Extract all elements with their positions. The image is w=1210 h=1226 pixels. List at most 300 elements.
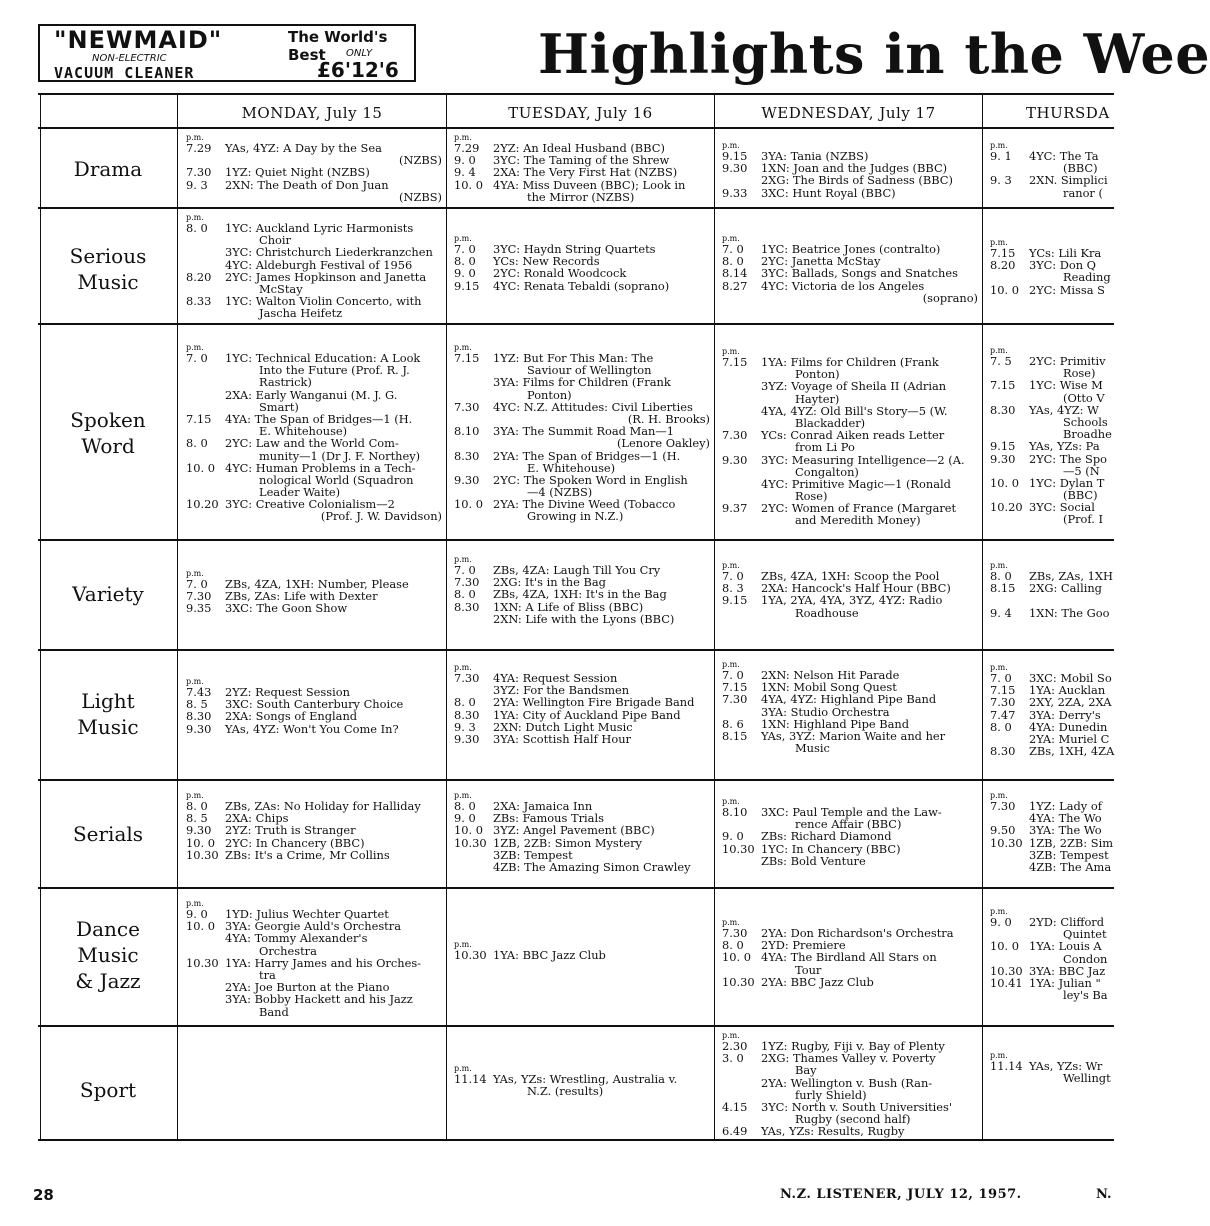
category-label-line: Serials xyxy=(72,822,144,846)
listing-time: 9. 0 xyxy=(990,915,1012,929)
listing-text: from Li Po xyxy=(795,440,855,455)
listing-text: 4YA: Tommy Alexander's xyxy=(225,931,368,946)
listing-line xyxy=(454,166,710,178)
listing-text: (BBC) xyxy=(1063,488,1098,503)
listing-text: 2YC: Law and the World Com- xyxy=(225,436,399,451)
listing-text: Saviour of Wellington xyxy=(527,363,652,378)
listing-text: 2YC: The Spoken Word in English xyxy=(493,472,688,487)
listing-line xyxy=(722,964,978,976)
category-label-line: Sport xyxy=(79,1078,137,1102)
listing-text: 1YC: Technical Education: A Look xyxy=(225,351,421,365)
listing-line xyxy=(186,1006,442,1018)
listing-text: 3YZ: Voyage of Sheila II (Adrian xyxy=(761,379,947,394)
listing-text: 2YC: James Hopkinson and Janetta xyxy=(225,269,427,284)
listing-text: 2XG: Thames Valley v. Poverty xyxy=(761,1051,936,1066)
listing-text: 3YA: The Summit Road Man—1 xyxy=(493,424,675,439)
listing-text: N.Z. (results) xyxy=(527,1084,604,1099)
listing-time: 7.30 xyxy=(454,671,480,685)
listing-time: 8.14 xyxy=(722,266,748,281)
listing-text: 2YA: BBC Jazz Club xyxy=(761,974,874,989)
rule-top xyxy=(38,93,1114,95)
listing-time: 8.27 xyxy=(722,278,748,293)
listing-drama-tuesday xyxy=(454,133,710,203)
listing-text: 4YA, 4YZ: Old Bill's Story—5 (W. xyxy=(761,403,948,418)
listing-text: 2XG: Calling xyxy=(1029,581,1102,596)
listing-time: 8. 0 xyxy=(722,254,744,269)
listing-line xyxy=(722,441,978,453)
listing-spoken-thursday xyxy=(990,346,1120,526)
listing-line xyxy=(990,440,1120,452)
listing-time: 10.30 xyxy=(990,963,1023,978)
listing-text: 2YA: Wellington v. Bush (Ran- xyxy=(761,1075,933,1090)
pm-marker: p.m. xyxy=(990,791,1008,800)
listing-serials-thursday xyxy=(990,791,1120,873)
day-header-thursday: THURSDA xyxy=(1026,104,1110,122)
listing-text: 2XY, 2ZA, 2XA xyxy=(1029,695,1112,710)
listing-text: 1YC: Beatrice Jones (contralto) xyxy=(761,242,941,256)
listing-text: 2YC: Missa S xyxy=(1029,282,1105,297)
listing-text: Leader Waite) xyxy=(259,485,341,500)
listing-time: 9.30 xyxy=(186,823,212,838)
listing-time: 8. 6 xyxy=(722,716,744,731)
page-number: 28 xyxy=(33,1186,54,1204)
listing-line xyxy=(990,594,1120,606)
listing-text: Schools xyxy=(1063,414,1108,429)
listing-line xyxy=(454,267,710,279)
listing-line xyxy=(990,271,1120,283)
category-label-line: Variety xyxy=(72,582,144,606)
listing-line xyxy=(722,706,978,718)
listing-text: 2YA: Muriel C xyxy=(1029,731,1110,746)
listing-text: ZBs, 4ZA, 1XH: Number, Please xyxy=(225,577,409,591)
listing-text: 2XN. Simplici xyxy=(1029,173,1108,188)
listing-line xyxy=(186,837,442,849)
listing-text: 4YC: Victoria de los Angeles xyxy=(761,278,925,293)
listing-line xyxy=(186,723,442,735)
listing-text: YAs, YZs: Results, Rugby xyxy=(761,1124,905,1139)
listing-line xyxy=(990,392,1120,404)
listing-spoken-wednesday xyxy=(722,347,978,527)
rule-col xyxy=(982,93,983,1141)
listing-text: Ponton) xyxy=(795,367,840,382)
rule-col xyxy=(177,93,178,1141)
pm-marker: p.m. xyxy=(722,561,740,570)
listing-time: 7.43 xyxy=(186,685,212,699)
listing-line xyxy=(722,693,978,705)
listing-line xyxy=(454,510,710,522)
pm-marker: p.m. xyxy=(990,346,1008,355)
listing-line xyxy=(722,843,978,855)
listing-text: E. Whitehouse) xyxy=(527,460,616,475)
listing-line xyxy=(186,710,442,722)
listing-text: YAs, 4YZ: Won't You Come In? xyxy=(225,721,399,736)
ad-price: £6'12'6 xyxy=(317,58,399,82)
listing-text: 3YA: Bobby Hackett and his Jazz xyxy=(225,992,413,1007)
listing-text: 2YA: The Divine Weed (Tobacco xyxy=(493,497,676,512)
listing-text: 1YC: In Chancery (BBC) xyxy=(761,841,901,856)
listing-text: 3YA: BBC Jaz xyxy=(1029,963,1106,978)
listing-time: 10. 0 xyxy=(722,950,751,965)
listing-text: Ponton) xyxy=(527,387,572,402)
listing-text: 1XN: Mobil Song Quest xyxy=(761,680,897,695)
listing-time: 8.30 xyxy=(454,599,480,614)
listing-time: 8.10 xyxy=(454,424,480,439)
category-serious-music xyxy=(40,243,176,295)
rule-col xyxy=(714,93,715,1141)
listing-text: 3YC: Creative Colonialism—2 xyxy=(225,497,395,512)
listing-line xyxy=(990,940,1120,952)
listing-line xyxy=(186,259,442,271)
listing-line xyxy=(186,166,442,178)
listing-line xyxy=(186,179,442,191)
listing-time: 9.30 xyxy=(722,452,748,467)
rule-col xyxy=(446,93,447,1141)
listing-time: 10. 0 xyxy=(186,919,215,934)
listing-line xyxy=(722,976,978,988)
listing-text: 4YA, 4YZ: Highland Pipe Band xyxy=(761,692,937,707)
listing-line xyxy=(454,733,710,745)
listing-line xyxy=(186,389,442,401)
listing-time: 8. 0 xyxy=(990,569,1012,583)
listing-time: 7. 0 xyxy=(722,242,744,256)
listing-line xyxy=(722,292,978,304)
pm-marker: p.m. xyxy=(722,660,740,669)
pm-marker: p.m. xyxy=(454,663,472,672)
listing-serials-tuesday xyxy=(454,791,710,873)
listing-text: Reading xyxy=(1063,270,1111,285)
page-headline: Highlights in the Wee xyxy=(538,22,1210,86)
listing-line xyxy=(990,861,1120,873)
listing-time: 9.15 xyxy=(990,439,1016,454)
listing-time: 9.30 xyxy=(186,721,212,736)
listing-text: 2YD: Premiere xyxy=(761,938,846,953)
listing-text: 4YC: Aldeburgh Festival of 1956 xyxy=(225,257,413,272)
listing-time: 8. 0 xyxy=(186,221,208,235)
listing-text: Condon xyxy=(1063,951,1108,966)
newmaid-advertisement xyxy=(38,24,416,82)
listing-text: 3YA: Studio Orchestra xyxy=(761,704,890,719)
listing-text: (R. H. Brooks) xyxy=(627,411,710,426)
listing-text: YAs, 3YZ: Marion Waite and her xyxy=(761,728,946,743)
listing-text: (Prof. J. W. Davidson) xyxy=(320,509,442,524)
listing-line xyxy=(990,477,1120,489)
listing-time: 10. 0 xyxy=(990,475,1019,490)
listing-text: 1XN: Joan and the Judges (BBC) xyxy=(761,161,948,176)
listing-text: ZBs, 4ZA, 1XH: Scoop the Pool xyxy=(761,569,940,583)
listing-text: 2XG: It's in the Bag xyxy=(493,575,606,590)
listing-time: 7. 0 xyxy=(722,569,744,583)
listing-text: 1YA, 2YA, 4YA, 3YZ, 4YZ: Radio xyxy=(761,593,943,608)
listing-time: 7. 0 xyxy=(454,563,476,577)
listing-text: Orchestra xyxy=(259,943,317,958)
listing-text: 3YZ: Angel Pavement (BBC) xyxy=(493,823,655,838)
listing-time: 8.30 xyxy=(186,709,212,724)
listing-text: 2YZ: Request Session xyxy=(225,685,350,699)
listing-time: 8.30 xyxy=(454,707,480,722)
listing-line xyxy=(186,510,442,522)
pm-marker: p.m. xyxy=(186,791,204,800)
listing-text: 3YC: Measuring Intelligence—2 (A. xyxy=(761,452,965,467)
listing-text: 4YC: Primitive Magic—1 (Ronald xyxy=(761,476,951,491)
category-label-line: Drama xyxy=(73,157,143,181)
listing-text: Rose) xyxy=(1063,366,1096,381)
listing-line xyxy=(722,514,978,526)
listing-line xyxy=(186,957,442,969)
rule-row xyxy=(38,323,1114,325)
listing-text: 2YZ: Truth is Stranger xyxy=(225,823,356,838)
listing-time: 7.15 xyxy=(990,378,1016,393)
listing-line xyxy=(186,945,442,957)
listing-line xyxy=(722,1052,978,1064)
listing-text: Growing in N.Z.) xyxy=(527,509,624,524)
listing-time: 7.15 xyxy=(722,355,748,369)
listing-text: 3XC: The Goon Show xyxy=(225,601,348,616)
listing-time: 7. 0 xyxy=(454,242,476,256)
listing-text: 4YA: The Birdland All Stars on xyxy=(761,950,937,965)
listing-variety-tuesday xyxy=(454,555,710,625)
pm-marker: p.m. xyxy=(454,1064,472,1073)
listing-time: 8. 0 xyxy=(186,436,208,451)
listing-text: 2YC: Janetta McStay xyxy=(761,254,881,269)
listing-line xyxy=(454,179,710,191)
category-drama xyxy=(40,156,176,182)
listing-text: ZBs: Richard Diamond xyxy=(761,829,892,844)
rule-row xyxy=(38,649,1114,651)
listing-text: 1YA: Aucklan xyxy=(1029,683,1106,698)
listing-dance-thursday xyxy=(990,907,1120,1001)
listing-line xyxy=(454,389,710,401)
listing-text: ZBs: Famous Trials xyxy=(493,811,604,826)
listing-text: 3XC: Paul Temple and the Law- xyxy=(761,805,942,819)
listing-text: 1YC: Wise M xyxy=(1029,378,1103,393)
listing-spoken-monday xyxy=(186,343,442,523)
listing-text: 1XN: The Goo xyxy=(1029,605,1110,620)
listing-time: 9.15 xyxy=(722,149,748,163)
listing-text: 1YA: City of Auckland Pipe Band xyxy=(493,707,681,722)
listing-line xyxy=(454,613,710,625)
listing-text: 2YC: In Chancery (BBC) xyxy=(225,835,365,850)
listing-line xyxy=(990,453,1120,465)
listing-variety-wednesday xyxy=(722,561,978,619)
listing-line xyxy=(722,594,978,606)
listing-text: 4YA: The Wo xyxy=(1029,811,1102,826)
listing-time: 8.33 xyxy=(186,294,212,309)
category-sport xyxy=(40,1077,176,1103)
listing-time: 2.30 xyxy=(722,1039,748,1053)
listing-line xyxy=(990,989,1120,1001)
listing-text: 2XN: Nelson Hit Parade xyxy=(761,668,900,682)
category-variety xyxy=(40,581,176,607)
pm-marker: p.m. xyxy=(990,141,1008,150)
listing-text: Into the Future (Prof. R. J. xyxy=(259,363,410,378)
listing-text: 2YA: Joe Burton at the Piano xyxy=(225,980,390,995)
listing-serials-monday xyxy=(186,791,442,861)
listing-text: (BBC) xyxy=(1063,161,1098,176)
listing-text: 2XA: The Very First Hat (NZBS) xyxy=(493,165,678,180)
listing-light-wednesday xyxy=(722,660,978,754)
listing-line xyxy=(990,150,1120,162)
listing-text: 2YD: Clifford xyxy=(1029,915,1105,929)
listing-text: 4YC: N.Z. Attitudes: Civil Liberties xyxy=(493,399,693,414)
pm-marker: p.m. xyxy=(722,918,740,927)
listing-line xyxy=(722,742,978,754)
listing-time: 9.35 xyxy=(186,601,212,616)
listing-time: 9. 3 xyxy=(186,177,208,192)
listing-line xyxy=(186,222,442,234)
day-header-wednesday: WEDNESDAY, July 17 xyxy=(761,104,936,122)
listing-text: 2XN: Life with the Lyons (BBC) xyxy=(493,611,675,626)
listing-text: the Mirror (NZBS) xyxy=(527,189,635,204)
listing-text: 3YA: Tania (NZBS) xyxy=(761,149,869,163)
listing-text: ZBs, 1XH, 4ZA xyxy=(1029,744,1115,759)
listing-time: 8.30 xyxy=(990,744,1016,759)
listing-text: 4YA: Miss Duveen (BBC); Look in xyxy=(493,177,686,192)
category-light-music xyxy=(40,688,176,740)
listing-time: 7.30 xyxy=(990,695,1016,710)
listing-line xyxy=(990,837,1120,849)
listing-text: ZBs: Bold Venture xyxy=(761,853,866,868)
listing-text: Jascha Heifetz xyxy=(259,306,343,321)
listing-line xyxy=(722,830,978,842)
pm-marker: p.m. xyxy=(454,234,472,243)
listing-line xyxy=(186,271,442,283)
listing-line xyxy=(722,356,978,368)
listing-text: 2YA: Wellington Fire Brigade Band xyxy=(493,695,695,710)
listing-text: 2XA: Hancock's Half Hour (BBC) xyxy=(761,581,951,596)
listing-time: 8.30 xyxy=(990,402,1016,417)
listing-variety-monday xyxy=(186,569,442,615)
pm-marker: p.m. xyxy=(990,907,1008,916)
listing-text: YCs: Conrad Aiken reads Letter xyxy=(761,428,945,443)
listing-text: Hayter) xyxy=(795,391,840,406)
listing-line xyxy=(186,849,442,861)
listing-text: 3YC: Haydn String Quartets xyxy=(493,242,656,256)
listing-text: Tour xyxy=(795,962,822,977)
listing-light-tuesday xyxy=(454,663,710,745)
listing-text: 2XG: The Birds of Sadness (BBC) xyxy=(761,173,953,188)
listing-time: 7.30 xyxy=(186,589,212,604)
category-label-line: Music xyxy=(77,270,139,294)
listing-text: 2YC: Ronald Woodcock xyxy=(493,266,627,281)
listing-text: 3YA: Georgie Auld's Orchestra xyxy=(225,919,401,934)
listing-text: Bay xyxy=(795,1063,817,1078)
listing-line xyxy=(722,174,978,186)
category-spoken-word xyxy=(40,407,176,459)
listing-serious-wednesday xyxy=(722,234,978,304)
listing-time: 9. 0 xyxy=(454,811,476,826)
ad-product: VACUUM CLEANER xyxy=(54,64,195,82)
listing-time: 10.30 xyxy=(454,948,487,962)
listing-time: 8. 0 xyxy=(454,799,476,813)
listing-text: E. Whitehouse) xyxy=(259,424,348,439)
listing-time: 8.20 xyxy=(990,258,1016,273)
listing-text: Smart) xyxy=(259,399,299,414)
pm-marker: p.m. xyxy=(722,234,740,243)
listing-line xyxy=(722,607,978,619)
pm-marker: p.m. xyxy=(454,555,472,564)
listing-text: Choir xyxy=(259,233,291,248)
listing-line xyxy=(186,364,442,376)
pm-marker: p.m. xyxy=(990,561,1008,570)
listing-text: 1YA: BBC Jazz Club xyxy=(493,948,606,962)
listing-text: YCs: New Records xyxy=(493,254,600,269)
listing-text: (soprano) xyxy=(922,290,978,305)
listing-time: 8. 0 xyxy=(722,938,744,953)
listing-dance-wednesday xyxy=(722,918,978,988)
listing-line xyxy=(990,174,1120,186)
listing-text: 3YC: Ballads, Songs and Snatches xyxy=(761,266,958,281)
listing-time: 8.15 xyxy=(990,581,1016,596)
listing-line xyxy=(722,478,978,490)
listing-text: 3YA: Scottish Half Hour xyxy=(493,731,631,746)
listing-time: 9.30 xyxy=(454,731,480,746)
category-label-line: Word xyxy=(81,434,135,458)
listing-line xyxy=(990,379,1120,391)
listing-time: 7. 5 xyxy=(990,354,1012,368)
listing-line xyxy=(722,380,978,392)
listing-time: 10. 0 xyxy=(454,823,483,838)
listing-line xyxy=(722,1125,978,1137)
listing-line xyxy=(990,953,1120,965)
pm-marker: p.m. xyxy=(186,569,204,578)
publication-footer: N.Z. LISTENER, JULY 12, 1957. xyxy=(780,1187,1022,1202)
listing-time: 7.30 xyxy=(722,692,748,707)
listing-time: 8.10 xyxy=(722,805,748,819)
listing-text: ZBs, 4ZA: Laugh Till You Cry xyxy=(493,563,661,577)
listing-text: 2YA: Don Richardson's Orchestra xyxy=(761,926,954,940)
listing-time: 10.20 xyxy=(186,497,219,512)
pm-marker: p.m. xyxy=(186,213,204,222)
listing-text: 1YA: Films for Children (Frank xyxy=(761,355,939,369)
pm-marker: p.m. xyxy=(454,343,472,352)
listing-line xyxy=(186,602,442,614)
listing-line xyxy=(454,280,710,292)
listing-time: 11.14 xyxy=(454,1072,487,1086)
rule-row xyxy=(38,539,1114,541)
category-label-line: Light xyxy=(81,689,135,713)
listing-time: 10.30 xyxy=(722,841,755,856)
listing-text: 4ZB: The Amazing Simon Crawley xyxy=(493,859,691,874)
listing-time: 8. 0 xyxy=(454,587,476,602)
ad-only: ONLY xyxy=(346,48,373,59)
listing-line xyxy=(990,745,1120,757)
listing-time: 7. 0 xyxy=(722,668,744,682)
pm-marker: p.m. xyxy=(454,791,472,800)
listing-line xyxy=(454,437,710,449)
ad-brand: "NEWMAID" xyxy=(54,26,223,54)
listing-text: 4YA: Request Session xyxy=(493,671,618,685)
listing-time: 8. 0 xyxy=(990,719,1012,734)
listing-line xyxy=(186,191,442,203)
listing-time: 7.29 xyxy=(454,141,480,155)
listing-text: YAs, YZs: Wr xyxy=(1029,1059,1103,1073)
listing-text: Quintet xyxy=(1063,927,1107,942)
listing-line xyxy=(990,284,1120,296)
pm-marker: p.m. xyxy=(186,899,204,908)
listing-text: (Prof. I xyxy=(1063,512,1103,527)
listing-line xyxy=(722,393,978,405)
listing-time: 7.15 xyxy=(454,351,480,365)
pm-marker: p.m. xyxy=(722,141,740,150)
listing-text: ZBs, ZAs, 1XH xyxy=(1029,569,1113,583)
listing-text: 4YA: The Span of Bridges—1 (H. xyxy=(225,411,413,426)
listing-line xyxy=(454,376,710,388)
listing-text: Music xyxy=(795,741,830,756)
listing-sport-wednesday xyxy=(722,1031,978,1138)
listing-text: Roadhouse xyxy=(795,605,859,620)
listing-line xyxy=(186,376,442,388)
listing-text: 3YZ: For the Bandsmen xyxy=(493,683,630,698)
